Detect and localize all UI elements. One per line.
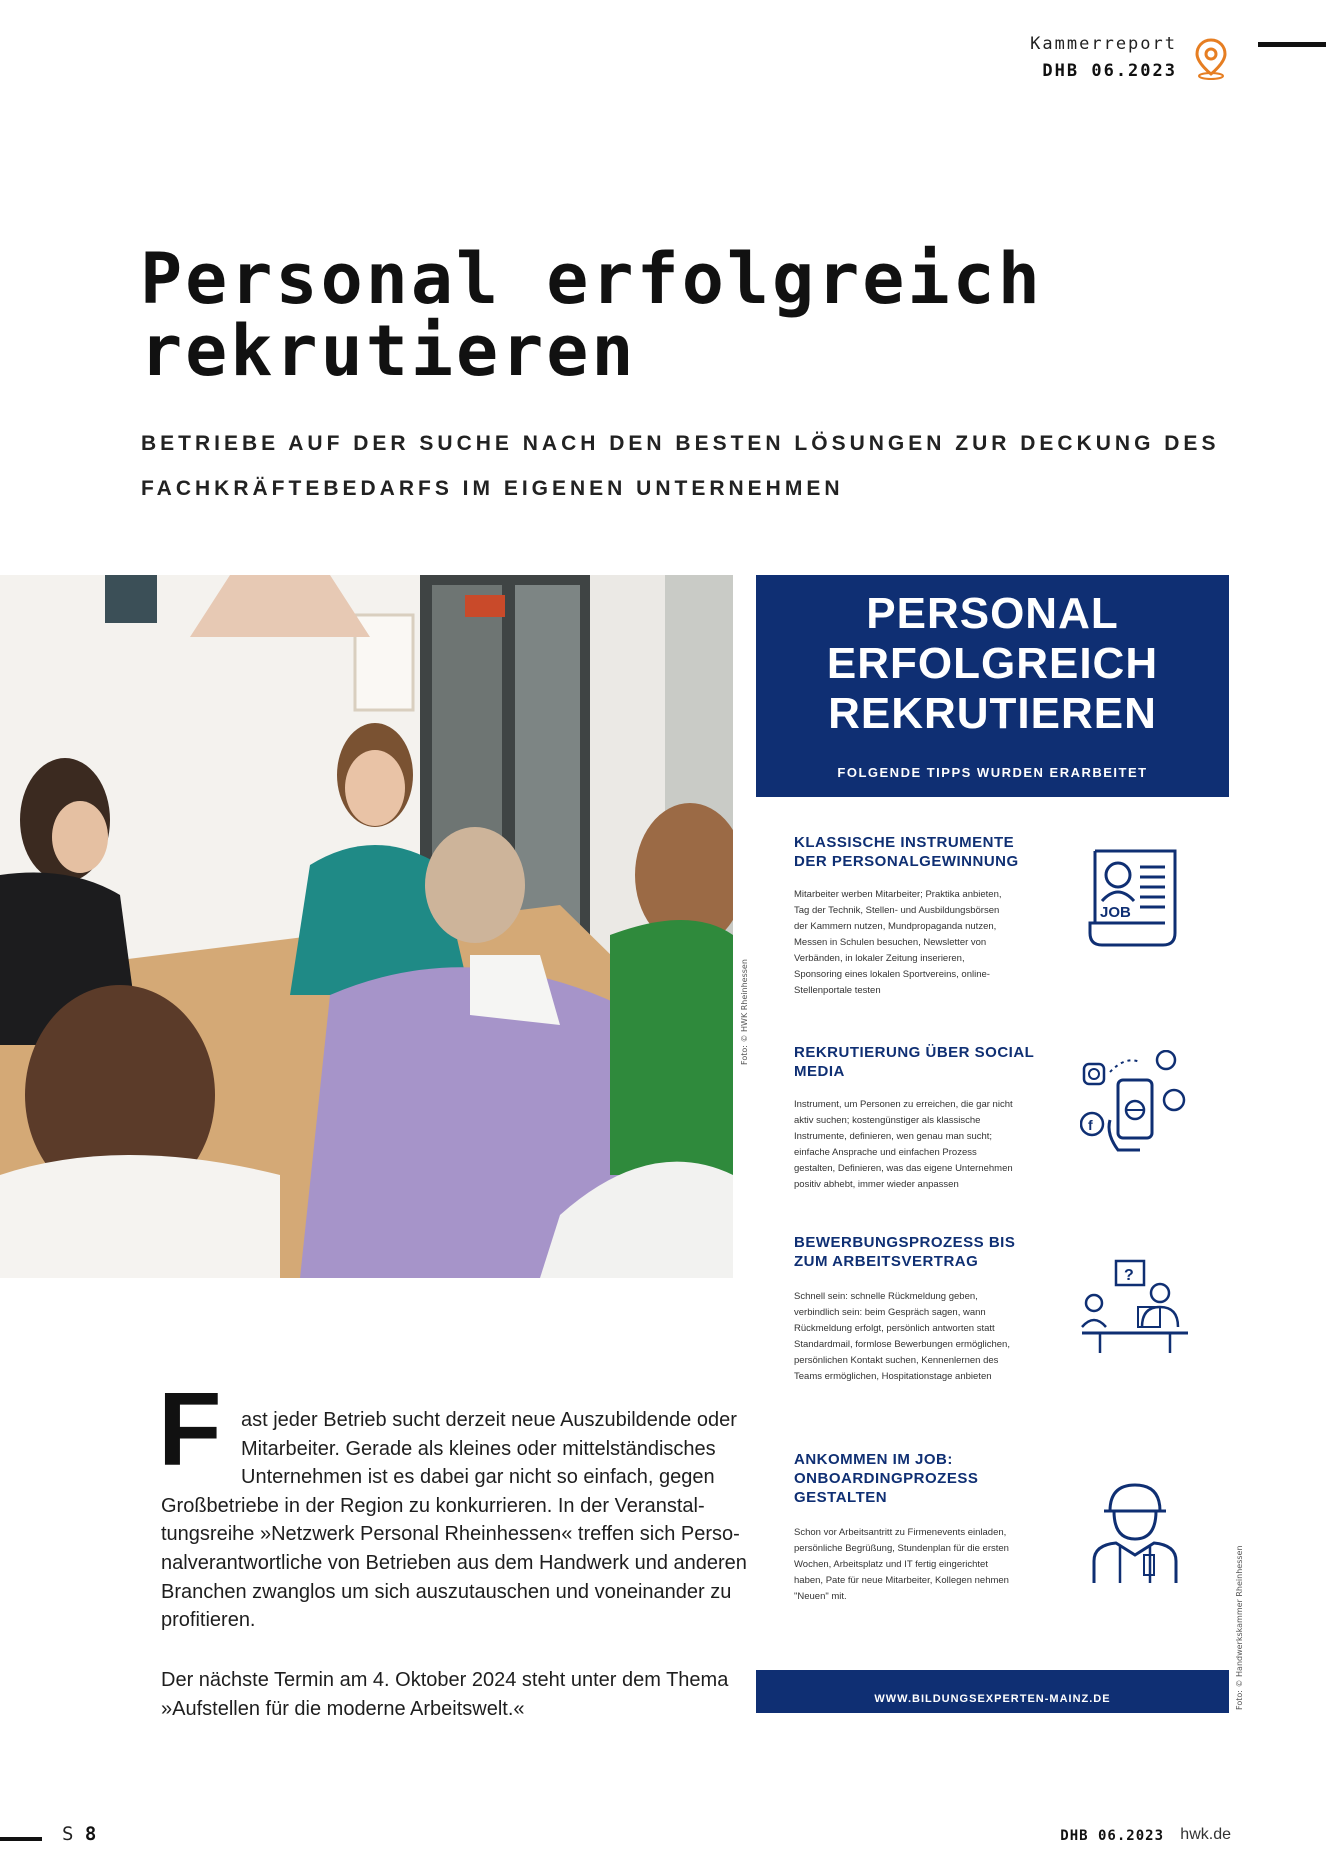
infographic-title — [756, 589, 1229, 739]
footer-site: hwk.de — [1180, 1826, 1231, 1843]
craftsman-icon — [1080, 1475, 1190, 1585]
tip-title-line: ZUM ARBEITSVERTRAG — [794, 1253, 979, 1270]
tip-body — [794, 1097, 1039, 1193]
location-pin-icon — [1190, 36, 1232, 80]
body-line: tungsreihe »Netzwerk Personal Rheinhessen« treffen sich Perso- — [161, 1523, 740, 1546]
body-line: »Aufstellen für die moderne Arbeitswelt.« — [161, 1697, 525, 1720]
tip-body-line: Schnell sein: schnelle Rückmeldung geben, — [794, 1291, 978, 1302]
tip-title — [794, 1233, 1074, 1271]
infographic-title-line: ERFOLGREICH — [826, 639, 1159, 688]
tip-body-line: Verbänden, in lokaler Zeitung inserieren, — [794, 953, 965, 964]
tip-body-line: Stellenportale testen — [794, 985, 881, 996]
job-posting-icon — [1080, 843, 1190, 953]
tip-title — [794, 1043, 1074, 1081]
tip-body-line: Rückmeldung erfolgt, persönlich antworten statt — [794, 1323, 995, 1334]
article-title — [140, 238, 1043, 392]
body-line: Unternehmen ist es dabei gar nicht so einfach, gegen — [241, 1466, 715, 1489]
tip-body-line: positiv abhebt, immer wieder anpassen — [794, 1179, 959, 1190]
tip-body-line: Tag der Technik, Stellen- und Ausbildungsbörsen — [794, 905, 1000, 916]
subtitle-line: BETRIEBE AUF DER SUCHE NACH DEN BESTEN LÖSUNGEN ZUR DECKUNG DES — [141, 432, 1220, 455]
tip-title — [794, 1450, 1074, 1507]
tip-body-line: Sponsoring eines lokalen Sportvereins, online- — [794, 969, 990, 980]
tip-body-line: Instrument, um Personen zu erreichen, die gar nicht — [794, 1099, 1013, 1110]
tip-body — [794, 1289, 1039, 1385]
svg-text:?: ? — [1124, 1267, 1134, 1284]
tip-body-line: Wochen, Arbeitsplatz und IT fertig eingerichtet — [794, 1559, 988, 1570]
tip-body-line: Messen in Schulen besuchen, Newsletter von — [794, 937, 987, 948]
tip-title-line: REKRUTIERUNG ÜBER SOCIAL — [794, 1044, 1035, 1061]
job-interview-icon — [1080, 1255, 1190, 1365]
tip-body-line: persönlichen Kontakt suchen, Kennenlernen des — [794, 1355, 999, 1366]
tip-body — [794, 1525, 1039, 1605]
infographic-credit: Foto: © Handwerkskammer Rheinhessen — [1235, 1545, 1244, 1710]
body-line: Mitarbeiter. Gerade als kleines oder mittelständisches — [241, 1437, 716, 1460]
issue-label: DHB 06.2023 — [1042, 61, 1177, 81]
tip-body-line: Schon vor Arbeitsantritt zu Firmenevents einladen, — [794, 1527, 1007, 1538]
tip-title-line: GESTALTEN — [794, 1489, 888, 1506]
article-body — [161, 1406, 747, 1635]
title-line: rekrutieren — [140, 310, 637, 392]
body-line: Branchen zwanglos um sich auszutauschen und voneinander zu — [161, 1580, 732, 1603]
drop-cap: F — [158, 1372, 222, 1488]
tip-title-line: MEDIA — [794, 1063, 845, 1080]
tip-body-line: persönliche Begrüßung, Stundenplan für die ersten — [794, 1543, 1009, 1554]
tip-title-line: KLASSISCHE INSTRUMENTE — [794, 834, 1015, 851]
tip-body-line: gestalten, Definieren, was das eigene Unternehmen — [794, 1163, 1013, 1174]
article-paragraph-2 — [161, 1666, 734, 1723]
tip-title-line: ONBOARDINGPROZESS — [794, 1470, 979, 1487]
body-line: nalverantwortliche von Betrieben aus dem Handwerk und anderen — [161, 1551, 747, 1574]
job-icon-label: JOB — [1100, 904, 1131, 921]
tip-body-line: Instrumente, definieren, wen genau man sucht; — [794, 1131, 993, 1142]
infographic-title-line: REKRUTIEREN — [828, 689, 1157, 738]
tip-body-line: Teams ermöglichen, Hospitationstage anbieten — [794, 1371, 992, 1382]
footer-issue: DHB 06.2023 — [1060, 1828, 1164, 1844]
infographic-footer: WWW.BILDUNGSEXPERTEN-MAINZ.DE — [756, 1670, 1229, 1713]
tip-body-line: der Kammern nutzen, Mundpropaganda nutzen, — [794, 921, 997, 932]
meeting-photo — [0, 575, 733, 1278]
tip-body-line: Standardmail, formlose Bewerbungen ermöglichen, — [794, 1339, 1010, 1350]
tip-body-line: einfache Ansprache und einfachen Prozess — [794, 1147, 977, 1158]
svg-text:f: f — [1088, 1117, 1093, 1133]
tip-body-line: "Neuen" mit. — [794, 1591, 847, 1602]
page-number — [62, 1823, 96, 1845]
infographic-title-line: PERSONAL — [866, 589, 1119, 638]
body-line: Der nächste Termin am 4. Oktober 2024 steht unter dem Thema — [161, 1669, 729, 1691]
article-subtitle — [141, 421, 1220, 511]
footer-rule — [0, 1837, 42, 1841]
page-prefix: S — [62, 1823, 74, 1845]
tip-body-line: aktiv suchen; kostengünstiger als klassische — [794, 1115, 981, 1126]
body-line: Großbetriebe in der Region zu konkurrieren. In der Veranstal- — [161, 1494, 705, 1517]
body-line: ast jeder Betrieb sucht derzeit neue Auszubildende oder — [241, 1409, 737, 1431]
tip-title-line: ANKOMMEN IM JOB: — [794, 1451, 953, 1468]
tip-title-line: DER PERSONALGEWINNUNG — [794, 853, 1019, 870]
header-rule — [1258, 42, 1326, 47]
tip-title — [794, 833, 1074, 871]
photo-credit: Foto: © HWK Rheinhessen — [740, 959, 749, 1065]
tip-body-line: Mitarbeiter werben Mitarbeiter; Praktika anbieten, — [794, 889, 1002, 900]
body-line: profitieren. — [161, 1609, 256, 1632]
infographic-subtitle: FOLGENDE TIPPS WURDEN ERARBEITET — [837, 765, 1148, 780]
social-media-phone-icon — [1080, 1050, 1190, 1160]
tips-infographic — [756, 575, 1229, 1713]
section-label: Kammerreport — [1030, 34, 1177, 54]
tip-body-line: haben, Pate für neue Mitarbeiter, Kollegen nehmen — [794, 1575, 1009, 1586]
page-number-value: 8 — [84, 1823, 97, 1845]
subtitle-line: FACHKRÄFTEBEDARFS IM EIGENEN UNTERNEHMEN — [141, 477, 844, 500]
tip-body-line: verbindlich sein: beim Gespräch sagen, wann — [794, 1307, 986, 1318]
tip-body — [794, 887, 1039, 999]
tip-title-line: BEWERBUNGSPROZESS BIS — [794, 1234, 1016, 1251]
title-line: Personal erfolgreich — [140, 238, 1043, 320]
